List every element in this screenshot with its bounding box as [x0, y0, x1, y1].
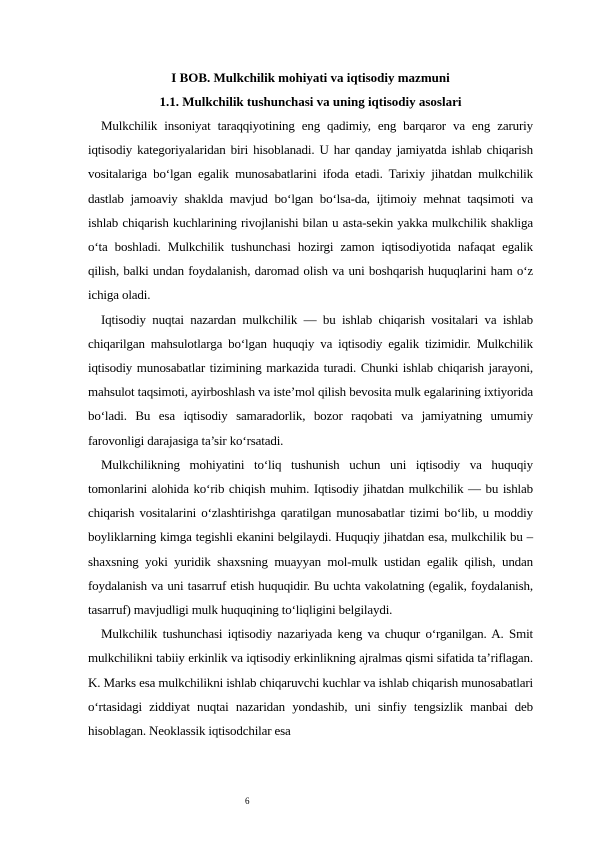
document-page — [88, 66, 533, 743]
paragraph-2: Iqtisodiy nuqtai nazardan mulkchilik — bu ishlab chiqarish vositalari va ishlab chiqarilgan mahsulotlarga bo‘lgan huquqiy va iqtisodiy egalik tizimidir. Mulkchilik iqtisodiy munosabatlar tizimining markazida turadi. Chunki ishlab chiqarish jarayoni, mahsulot taqsimoti, ayirboshlash va iste’mol qilish bevosita mulk egalarining ixtiyorida bo‘ladi. Bu esa iqtisodiy samaradorlik, bozor raqobati va jamiyatning umumiy farovonligi darajasiga ta’sir ko‘rsatadi. — [88, 311, 533, 448]
paragraph-3: Mulkchilikning mohiyatini to‘liq tushunish uchun uni iqtisodiy va huquqiy tomonlarini alohida ko‘rib chiqish muhim. Iqtisodiy jihatdan mulkchilik — bu ishlab chiqarish vositalarini o‘zlashtirishga qaratilgan munosabatlar tizimi bo‘lib, u moddiy boyliklarning kimga tegishli ekanini belgilaydi. Huquqiy jihatdan esa, mulkchilik bu – shaxsning yoki yuridik shaxsning muayyan mol-mulk ustidan egalik qilish, undan foydalanish va uni tasarruf etish huquqidir. Bu uchta vakolatning (egalik, foydalanish, tasarruf) mavjudligi mulk huquqining to‘liqligini belgilaydi. — [88, 456, 533, 618]
page-number: 6 — [245, 796, 250, 806]
section-title: 1.1. Mulkchilik tushunchasi va uning iqtisodiy asoslari — [159, 94, 462, 109]
chapter-title: I BOB. Mulkchilik mohiyati va iqtisodiy mazmuni — [171, 70, 450, 85]
paragraph-1: Mulkchilik insoniyat taraqqiyotining eng qadimiy, eng barqaror va eng zaruriy iqtisodiy kategoriyalaridan biri hisoblanadi. U har qanday jamiyatda ishlab chiqarish vositalariga bo‘lgan egalik munosabatlarini ifoda etadi. Tarixiy jihatdan mulkchilik dastlab jamoaviy shaklda mavjud bo‘lgan bo‘lsa-da, ijtimoiy mehnat taqsimoti va ishlab chiqarish kuchlarining rivojlanishi bilan u asta-sekin yakka mulkchilik shakliga o‘ta boshladi. Mulkchilik tushunchasi hozirgi zamon iqtisodiyotida nafaqat egalik qilish, balki undan foydalanish, daromad olish va uni boshqarish huquqlarini ham o‘z ichiga oladi. — [88, 118, 533, 303]
paragraph-4: Mulkchilik tushunchasi iqtisodiy nazariyada keng va chuqur o‘rganilgan. A. Smit mulkchilikni tabiiy erkinlik va iqtisodiy erkinlikning ajralmas qismi sifatida ta’riflagan. K. Marks esa mulkchilikni ishlab chiqaruvchi kuchlar va ishlab chiqarish munosabatlari o‘rtasidagi ziddiyat nuqtai nazaridan yondashib, uni sinfiy tengsizlik manbai deb hisoblagan. Neoklassik iqtisodchilar esa — [88, 626, 533, 739]
